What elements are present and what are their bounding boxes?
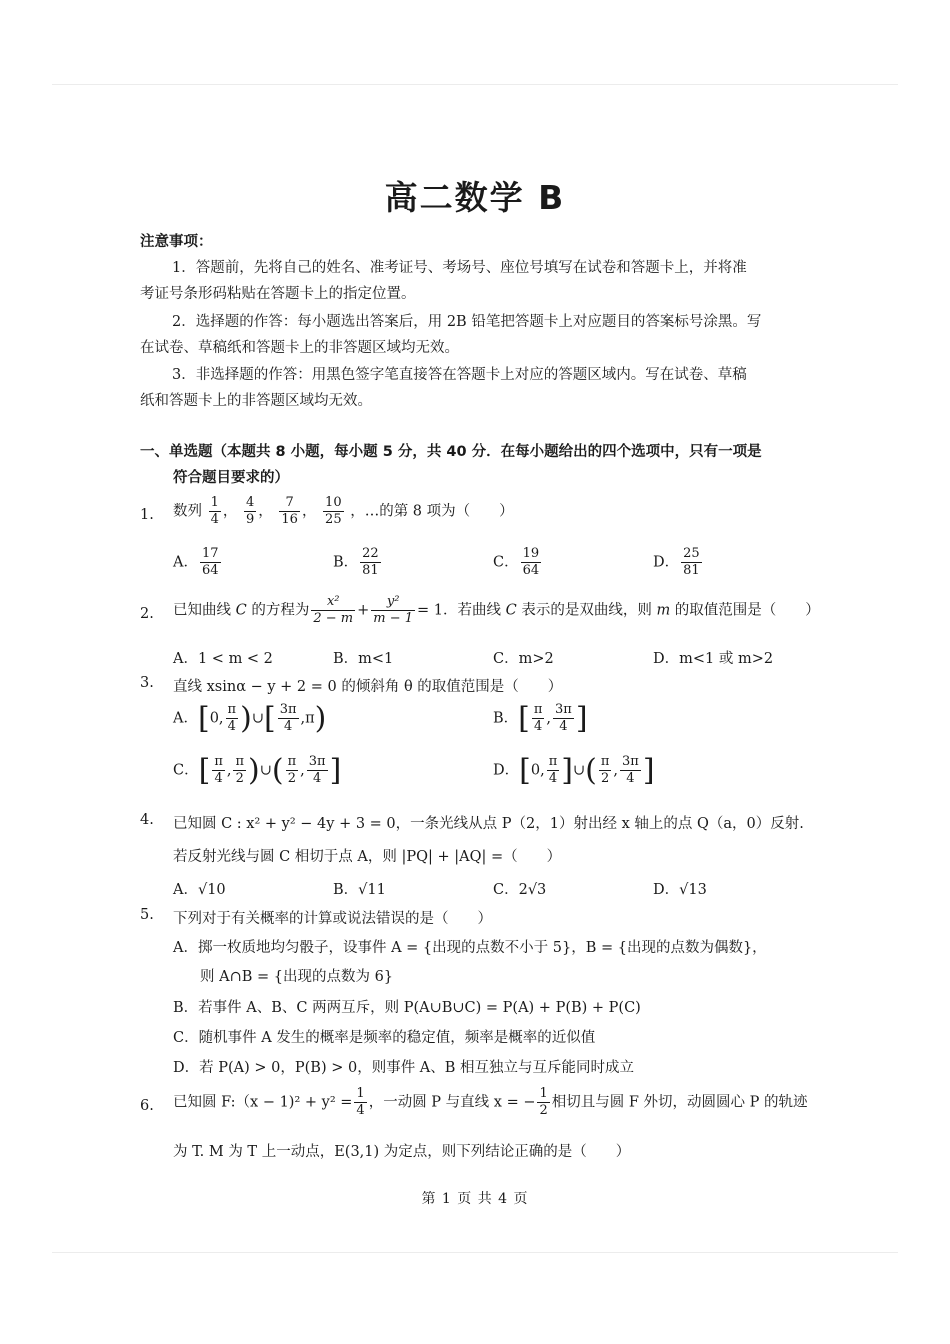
option-b: B． $\frac{22}{81}$ [333, 546, 379, 578]
option-d: D．m<1 或 m>2 [653, 651, 774, 667]
bottom-rule [52, 1252, 898, 1253]
q1-suffix: ，…的第 8 项为（ ） [350, 503, 514, 520]
section-heading: 一、单选题（本题共 8 小题，每小题 5 分，共 40 分．在每小题给出的四个选项中，只有一项是 [140, 444, 762, 460]
option-a: A． $\frac{17}{64}$ [173, 546, 219, 578]
notice-heading: 注意事项： [140, 234, 213, 250]
page-title: 高二数学 B [384, 178, 566, 217]
question-number: 2. [140, 606, 154, 622]
option-b: B．若事件 A、B、C 两两互斥，则 P(A∪B∪C) = P(A) + P(B) + P(C) [173, 1000, 641, 1016]
question-number: 5. [140, 907, 154, 923]
q1-term: $\frac{1}{4}$ [210, 495, 219, 527]
option-a: A．掷一枚质地均匀骰子，设事件 A = {出现的点数不小于 5}，B = {出现的点数为偶数}， [173, 940, 767, 956]
question-2: 已知曲线 C 的方程为 $\frac{\text{x²}}{2 - m}$ + $\frac{\text{y²}}{m - 1}$ = 1．若曲线 C 表示的是双曲线，则 m 的取值范围是（ ） [173, 594, 820, 626]
question-3: 直线 xsinα − y + 2 = 0 的倾斜角 θ 的取值范围是（ ） [173, 679, 563, 695]
option-d: D． $\frac{25}{81}$ [653, 546, 700, 578]
question-number: 3. [140, 675, 154, 691]
notice-line: 在试卷、草稿纸和答题卡上的非答题区域均无效。 [140, 340, 459, 356]
option-d: D．[0, $\frac{\pi}{4}$ ]∪( $\frac{\pi}{2}$ , $\frac{3\pi}{4}$ ] [493, 753, 655, 788]
option-c: C．m>2 [493, 651, 554, 667]
option-c: C．随机事件 A 发生的概率是频率的稳定值，频率是概率的近似值 [173, 1030, 596, 1046]
option-a: A．[0, $\frac{\pi}{4}$ )∪[ $\frac{3\pi}{4}$ ,π) [173, 701, 327, 736]
q1-term: $\frac{7}{16}$ [281, 495, 298, 527]
option-b: B．m<1 [333, 651, 394, 667]
question-4: 已知圆 C : x² + y² − 4y + 3 = 0，一条光线从点 P（2，1）射出经 x 轴上的点 Q（a，0）反射. [173, 816, 804, 832]
option-c: C．2√3 [493, 882, 547, 898]
question-number: 6. [140, 1098, 154, 1114]
question-6: 已知圆 F:（x − 1)² + y² = $\frac{1}{4}$ ，一动圆 P 与直线 x = − $\frac{1}{2}$ 相切且与圆 F 外切，动圆圆心 P 的轨迹 [173, 1086, 808, 1118]
option-c: C． $\frac{19}{64}$ [493, 546, 540, 578]
option-a-cont: 则 A∩B = {出现的点数为 6} [200, 969, 394, 985]
option-d: D．√13 [653, 882, 707, 898]
question-5: 下列对于有关概率的计算或说法错误的是（ ） [173, 911, 492, 927]
question-number: 1. [140, 507, 154, 523]
notice-line: 3．非选择题的作答：用黑色签字笔直接答在答题卡上对应的答题区域内。写在试卷、草稿 [172, 367, 747, 383]
question-1: 数列 $\frac{1}{4}$ ， $\frac{4}{9}$ ， $\frac{7}{16}$ ， $\frac{10}{25}$ ，…的第 8 项为（ ） [173, 495, 514, 527]
notice-line: 考证号条形码粘贴在答题卡上的指定位置。 [140, 286, 416, 302]
notice-line: 2．选择题的作答：每小题选出答案后，用 2B 铅笔把答题卡上对应题目的答案标号涂黑。写 [172, 314, 762, 330]
question-6-cont: 为 T. M 为 T 上一动点，E(3,1) 为定点，则下列结论正确的是（ ） [173, 1144, 631, 1160]
q1-prefix: 数列 [173, 503, 202, 520]
page-footer: 第 1 页 共 4 页 [421, 1191, 529, 1207]
option-d: D．若 P(A) > 0，P(B) > 0，则事件 A、B 相互独立与互斥能同时成立 [173, 1060, 635, 1076]
notice-line: 纸和答题卡上的非答题区域均无效。 [140, 393, 372, 409]
question-4-cont: 若反射光线与圆 C 相切于点 A，则 |PQ| + |AQ| =（ ） [173, 849, 562, 865]
top-rule [52, 84, 898, 85]
q1-term: $\frac{10}{25}$ [325, 495, 342, 527]
option-a: A．1 < m < 2 [173, 651, 273, 667]
question-number: 4. [140, 812, 154, 828]
option-c: C．[ $\frac{\pi}{4}$ , $\frac{\pi}{2}$ )∪( $\frac{\pi}{2}$ , $\frac{3\pi}{4}$ ] [173, 753, 342, 788]
option-a: A．√10 [173, 882, 226, 898]
option-b: B．[ $\frac{\pi}{4}$ , $\frac{3\pi}{4}$ ] [493, 701, 588, 736]
option-b: B．√11 [333, 882, 386, 898]
notice-line: 1．答题前，先将自己的姓名、准考证号、考场号、座位号填写在试卷和答题卡上，并将准 [172, 260, 747, 276]
q1-term: $\frac{4}{9}$ [246, 495, 255, 527]
section-heading-cont: 符合题目要求的） [173, 470, 289, 486]
